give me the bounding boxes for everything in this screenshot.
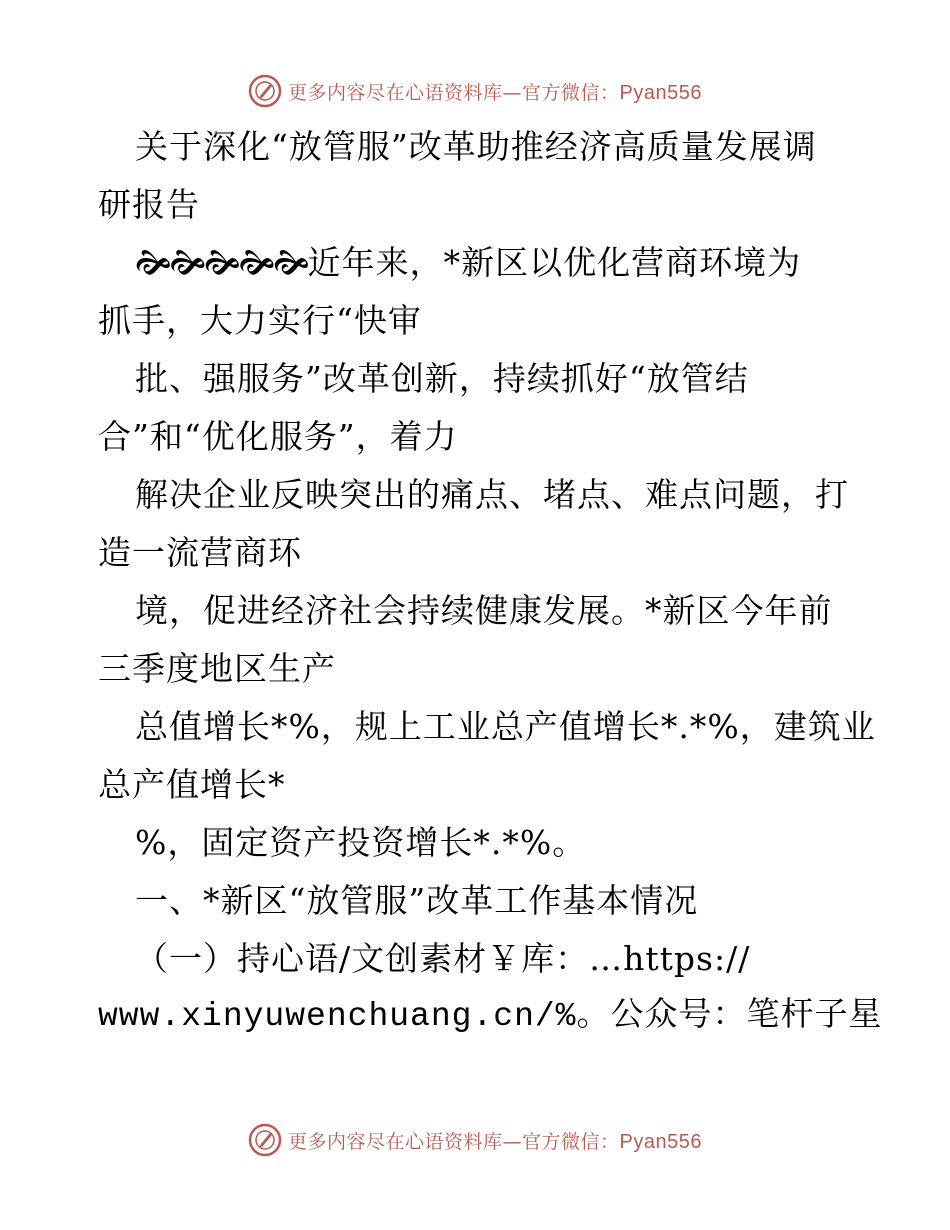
header-watermark-banner bbox=[0, 71, 950, 111]
ornament-bullets-icon: 🙞🙞🙞🙞🙞 bbox=[135, 243, 308, 282]
paragraph-text: 近年来，*新区以优化营商环境为 bbox=[307, 243, 802, 282]
brand-logo-icon bbox=[248, 74, 282, 108]
paragraph-line: 总产值增长* bbox=[98, 765, 286, 804]
paragraph-line: 造一流营商环 bbox=[98, 533, 302, 572]
title-line-2: 研报告 bbox=[98, 185, 200, 224]
paragraph-line bbox=[98, 234, 858, 292]
paragraph-line: 合”和“优化服务”，着力 bbox=[98, 417, 458, 456]
banner-text bbox=[288, 1127, 702, 1154]
banner-wechat-label: 官方微信： bbox=[522, 1130, 620, 1153]
paragraph-line: 总值增长*%，规上工业总产值增长*.*%，建筑业 bbox=[135, 707, 876, 746]
banner-wechat-id: Pyan556 bbox=[619, 1130, 702, 1153]
url-line: www.xinyuwenchuang.cn/%。公众号：笔杆子星 bbox=[98, 998, 883, 1035]
banner-wechat-id: Pyan556 bbox=[619, 81, 702, 104]
banner-slogan: 更多内容尽在心语资料库 bbox=[288, 81, 503, 104]
paragraph-line: 解决企业反映突出的痛点、堵点、难点问题，打 bbox=[135, 475, 849, 514]
title-line-1: 关于深化“放管服”改革助推经济高质量发展调 bbox=[135, 127, 817, 166]
banner-text bbox=[288, 78, 702, 105]
brand-logo-icon bbox=[248, 1123, 282, 1157]
banner-separator: — bbox=[502, 1130, 523, 1153]
paragraph-line: 境，促进经济社会持续健康发展。*新区今年前 bbox=[135, 591, 833, 630]
banner-slogan: 更多内容尽在心语资料库 bbox=[288, 1130, 503, 1153]
paragraph-line: 三季度地区生产 bbox=[98, 649, 336, 688]
footer-watermark-banner bbox=[0, 1120, 950, 1160]
banner-wechat-label: 官方微信： bbox=[522, 81, 620, 104]
section-heading: 一、*新区“放管服”改革工作基本情况 bbox=[135, 881, 699, 920]
paragraph-line: 批、强服务”改革创新，持续抓好“放管结 bbox=[135, 359, 749, 398]
document-body bbox=[98, 118, 883, 1046]
subsection-heading: （一）持心语/文创素材￥库：…https:// bbox=[135, 939, 751, 978]
paragraph-line: 抓手，大力实行“快审 bbox=[98, 301, 422, 340]
banner-separator: — bbox=[502, 81, 523, 104]
paragraph-line: %，固定资产投资增长*.*%。 bbox=[135, 823, 587, 862]
